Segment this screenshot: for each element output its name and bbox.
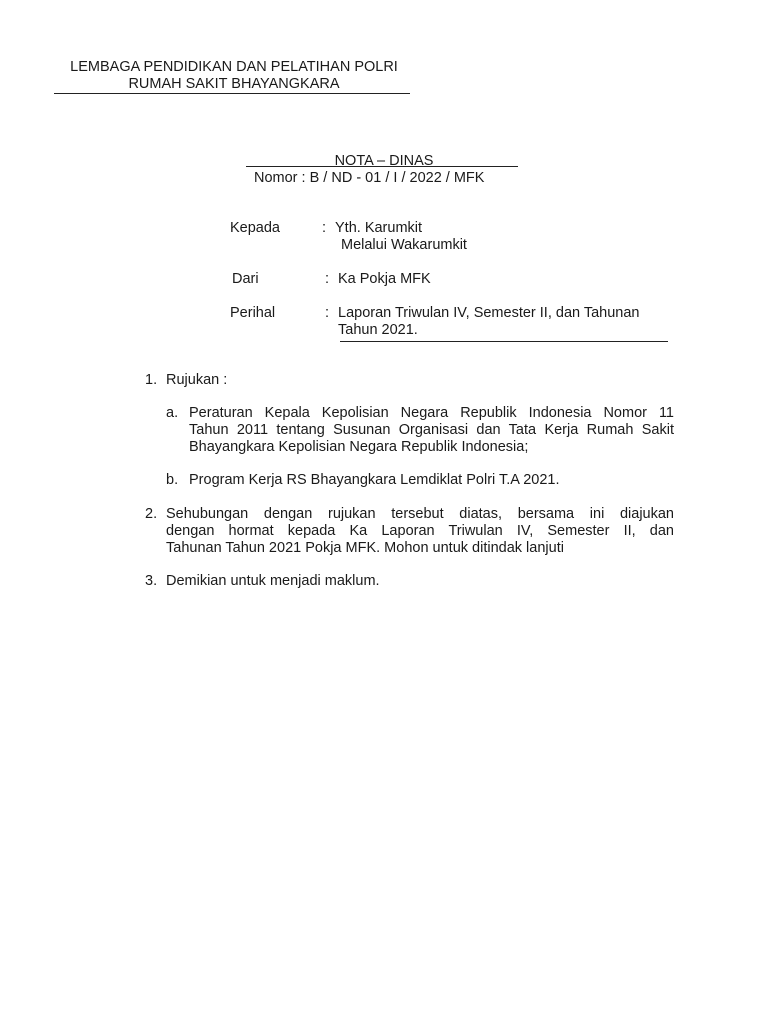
item3-number: 3. — [145, 573, 158, 589]
kepada-value-line2: Melalui Wakarumkit — [341, 237, 467, 253]
perihal-label: Perihal — [230, 305, 276, 321]
item2-line3: Tahunan Tahun 2021 Pokja MFK. Mohon untuk ditindak lanjuti — [166, 540, 564, 556]
perihal-value-line1: Laporan Triwulan IV, Semester II, dan Tahunan — [338, 305, 640, 321]
item2-paragraph — [166, 506, 674, 557]
item1a-line1: Peraturan Kepala Kepolisian Negara Republik Indonesia Nomor 11 — [189, 405, 674, 421]
item1a-line2: Tahun 2011 tentang Susunan Organisasi dan Tata Kerja Rumah Sakit — [189, 422, 674, 438]
item2-line2: dengan hormat kepada Ka Laporan Triwulan IV, Semester II, dan — [166, 523, 674, 539]
item2-number: 2. — [145, 506, 158, 522]
document-title: NOTA – DINAS — [334, 153, 434, 169]
perihal-value-line2: Tahun 2021. — [338, 322, 418, 338]
kepada-colon: : — [322, 220, 327, 236]
item1a-line3: Bhayangkara Kepolisian Negara Republik Indonesia; — [189, 439, 529, 455]
title-underline — [246, 166, 518, 167]
dari-colon: : — [325, 271, 330, 287]
dari-label: Dari — [232, 271, 259, 287]
kepada-value-line1: Yth. Karumkit — [335, 220, 423, 236]
kepada-label: Kepada — [230, 220, 280, 236]
item1a-paragraph — [189, 405, 674, 456]
dari-value: Ka Pokja MFK — [338, 271, 431, 287]
perihal-underline — [340, 341, 668, 342]
org-name-line1: LEMBAGA PENDIDIKAN DAN PELATIHAN POLRI — [70, 59, 398, 75]
header-underline — [54, 93, 410, 94]
item2-line1: Sehubungan dengan rujukan tersebut diatas, bersama ini diajukan — [166, 506, 674, 522]
item3-text: Demikian untuk menjadi maklum. — [166, 573, 380, 589]
perihal-colon: : — [325, 305, 330, 321]
item1-number: 1. — [145, 372, 158, 388]
document-number: Nomor : B / ND - 01 / I / 2022 / MFK — [254, 170, 485, 186]
item1b-text: Program Kerja RS Bhayangkara Lemdiklat Polri T.A 2021. — [189, 472, 560, 488]
item1-text: Rujukan : — [166, 372, 228, 388]
item1a-letter: a. — [166, 405, 179, 421]
org-name-line2: RUMAH SAKIT BHAYANGKARA — [128, 76, 340, 92]
item1b-letter: b. — [166, 472, 179, 488]
